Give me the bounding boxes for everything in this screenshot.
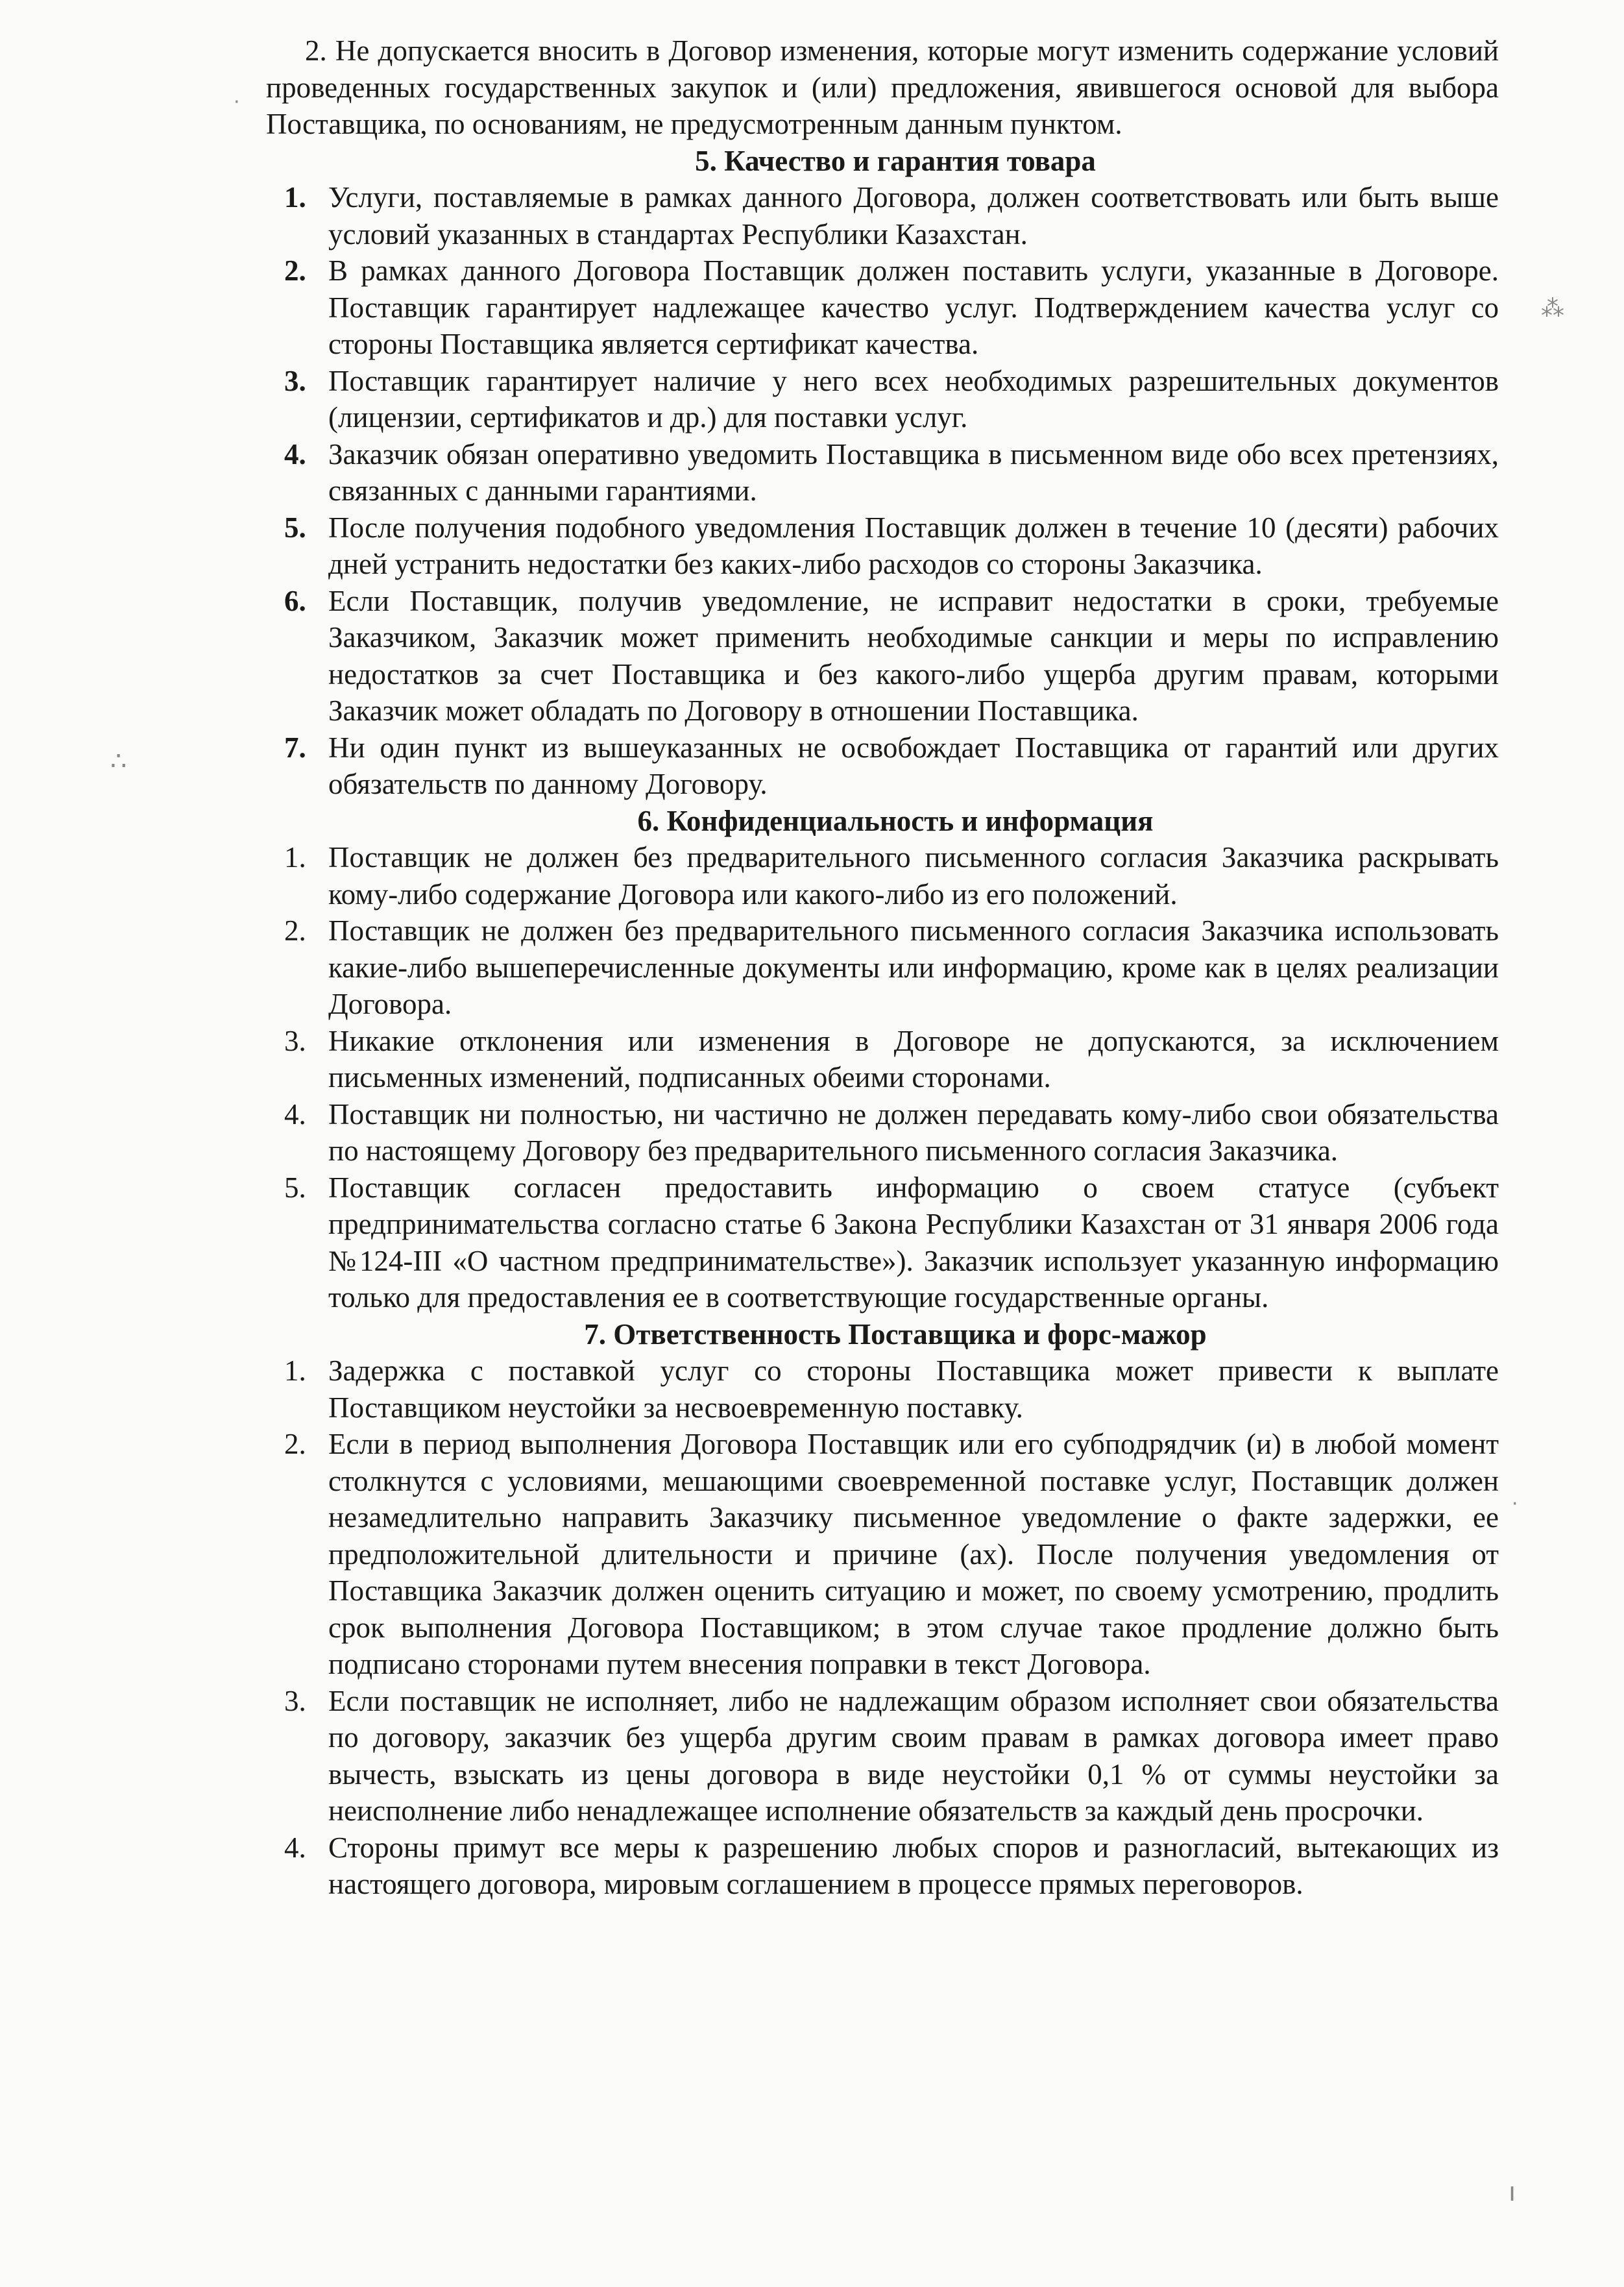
- list-item: [266, 1169, 1499, 1316]
- item-number: 4.: [284, 1097, 306, 1131]
- item-number: 7.: [284, 731, 306, 764]
- list-item: [266, 509, 1499, 583]
- scan-speck: ·: [1512, 1493, 1518, 1515]
- item-text: Поставщик не должен без предварительного письменного согласия Заказчика раскрывать кому-либо содержание Договора или какого-либо из его положений.: [328, 841, 1499, 911]
- item-number: 2.: [284, 1428, 306, 1460]
- section-title-liability: 7. Ответственность Поставщика и форс-мажор: [584, 1317, 1207, 1351]
- section-list-confidentiality: [266, 839, 1499, 1316]
- item-text: Поставщик ни полностью, ни частично не должен передавать кому-либо свои обязательства по настоящему Договору без предварительного письменного согласия Заказчика.: [328, 1097, 1499, 1167]
- item-text: Если Поставщик, получив уведомление, не исправит недостатки в сроки, требуемые Заказчиком, Заказчик может применить необходимые санкции и меры по исправлению недостатков за счет Поставщика и без какого-либо ущерба другим правам, которыми Заказчик может обладать по Договору в отношении Поставщика.: [328, 584, 1499, 727]
- list-item: [266, 583, 1499, 729]
- item-number: 1.: [284, 181, 306, 214]
- document-body: [266, 32, 1499, 1903]
- list-item: [266, 729, 1499, 803]
- item-number: 5.: [284, 1171, 306, 1204]
- list-item: [266, 252, 1499, 363]
- item-number: 1.: [284, 841, 306, 874]
- list-item: [266, 912, 1499, 1023]
- item-number: 4.: [284, 1831, 306, 1864]
- scan-speck: ·: [234, 91, 240, 114]
- section-list-liability: [266, 1352, 1499, 1903]
- scan-speck: ∴: [110, 746, 127, 776]
- item-text: Услуги, поставляемые в рамках данного Договора, должен соответствовать или быть выше условий указанных в стандартах Республики Казахстан.: [328, 181, 1499, 251]
- item-text: Поставщик не должен без предварительного письменного согласия Заказчика использовать какие-либо вышеперечисленные документы или информацию, кроме как в целях реализации Договора.: [328, 914, 1499, 1020]
- item-number: 2.: [284, 254, 306, 287]
- list-item: [266, 1352, 1499, 1426]
- item-text: В рамках данного Договора Поставщик должен поставить услуги, указанные в Договоре. Поставщик гарантирует надлежащее качество услуг. Подтверждением качества услуг со стороны Поставщика является сертификат качества.: [328, 254, 1499, 360]
- section-list-quality: [266, 179, 1499, 803]
- item-number: 6.: [284, 584, 306, 617]
- list-item: [266, 1023, 1499, 1096]
- item-text: Поставщик согласен предоставить информацию о своем статусе (субъект предпринимательства согласно статье 6 Закона Республики Казахстан от 31 января 2006 года №124-III «О частном предпринимательстве»). Заказчик использует указанную информацию только для предоставления ее в соответствующие государственные органы.: [328, 1171, 1499, 1314]
- list-item: [266, 1096, 1499, 1169]
- item-text: Задержка с поставкой услуг со стороны Поставщика может привести к выплате Поставщиком неустойки за несвоевременную поставку.: [328, 1354, 1499, 1424]
- list-item: [266, 436, 1499, 509]
- item-number: 4.: [284, 437, 306, 471]
- item-number: 3.: [284, 1024, 306, 1057]
- item-text: Заказчик обязан оперативно уведомить Поставщика в письменном виде обо всех претензиях, связанных с данными гарантиями.: [328, 437, 1499, 507]
- item-number: 3.: [284, 364, 306, 397]
- section-title-confidentiality: 6. Конфиденциальность и информация: [637, 804, 1154, 837]
- item-text: Поставщик гарантирует наличие у него всех необходимых разрешительных документов (лицензии, сертификатов и др.) для поставки услуг.: [328, 364, 1499, 434]
- section-title-quality: 5. Качество и гарантия товара: [695, 144, 1096, 177]
- list-item: [266, 179, 1499, 252]
- list-item: [266, 839, 1499, 912]
- list-item: [266, 1683, 1499, 1829]
- list-item: [266, 1829, 1499, 1903]
- item-number: 2.: [284, 914, 306, 947]
- item-number: 5.: [284, 511, 306, 544]
- item-text: Стороны примут все меры к разрешению любых споров и разногласий, вытекающих из настоящего договора, мировым соглашением в процессе прямых переговоров.: [328, 1831, 1499, 1900]
- item-number: 1.: [284, 1354, 306, 1387]
- scan-speck: ⁂: [1541, 295, 1564, 322]
- item-text: Если в период выполнения Договора Поставщик или его субподрядчик (и) в любой момент столкнутся с условиями, мешающими своевременной поставке услуг, Поставщик должен незамедлительно направить Заказчику письменное уведомление о факте задержки, ее предположительной длительности и причине (ах). После получения уведомления от Поставщика Заказчик должен оценить ситуацию и может, по своему усмотрению, продлить срок выполнения Договора Поставщиком; в этом случае такое продление должно быть подписано сторонами путем внесения поправки в текст Договора.: [328, 1428, 1499, 1680]
- intro-paragraph: 2. Не допускается вносить в Договор изменения, которые могут изменить содержание условий проведенных государственных закупок и (или) предложения, явившегося основой для выбора Поставщика, по основаниям, не предусмотренным данным пунктом.: [266, 34, 1499, 140]
- list-item: [266, 363, 1499, 436]
- item-text: Ни один пункт из вышеуказанных не освобождает Поставщика от гарантий или других обязательств по данному Договору.: [328, 731, 1499, 800]
- item-text: Никакие отклонения или изменения в Договоре не допускаются, за исключением письменных изменений, подписанных обеими сторонами.: [328, 1024, 1499, 1094]
- item-text: После получения подобного уведомления Поставщик должен в течение 10 (десяти) рабочих дней устранить недостатки без каких-либо расходов со стороны Заказчика.: [328, 511, 1499, 580]
- item-number: 3.: [284, 1684, 306, 1717]
- scan-speck: ı: [1509, 2177, 1516, 2207]
- list-item: [266, 1426, 1499, 1683]
- item-text: Если поставщик не исполняет, либо не надлежащим образом исполняет свои обязательства по договору, заказчик без ущерба другим своим правам в рамках договора имеет право вычесть, взыскать из цены договора в виде неустойки 0,1 % от суммы неустойки за неисполнение либо ненадлежащее исполнение обязательств за каждый день просрочки.: [328, 1684, 1499, 1827]
